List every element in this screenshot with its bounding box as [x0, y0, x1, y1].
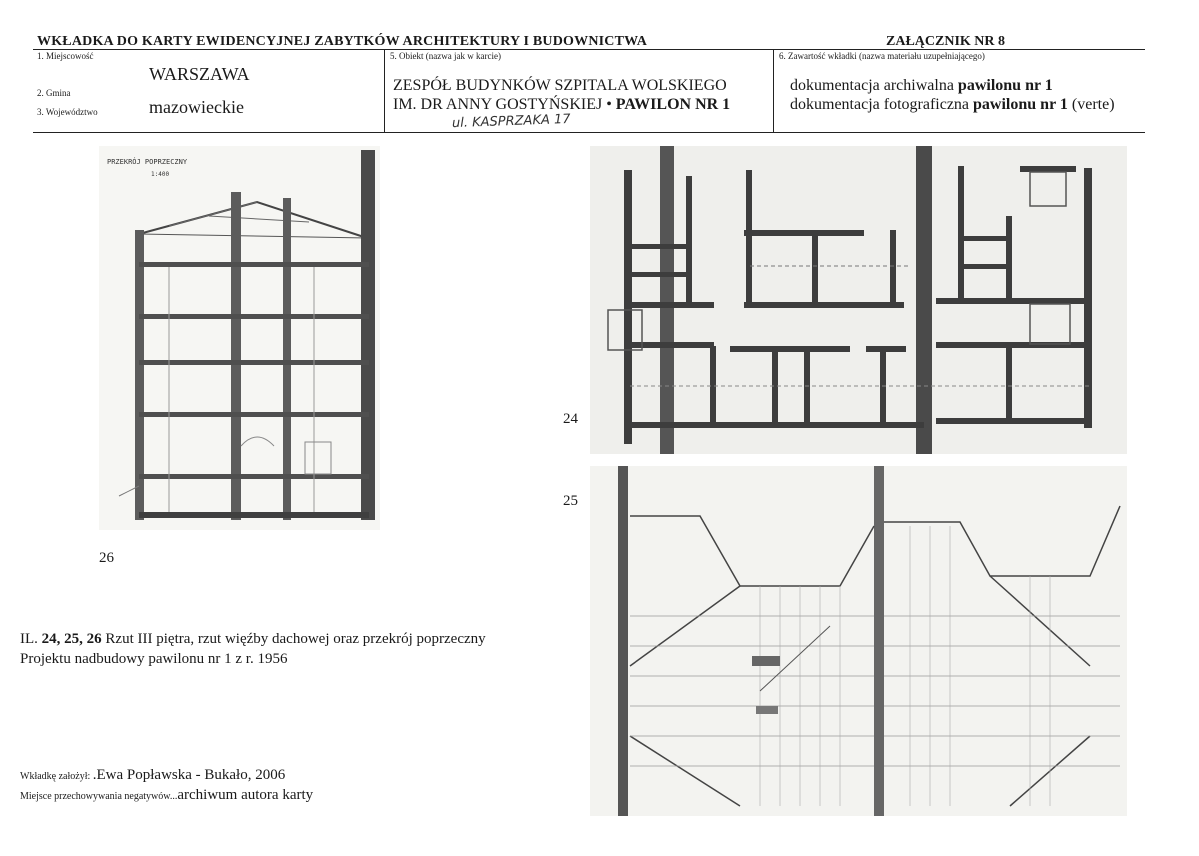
figure-label-24: 24 — [563, 411, 578, 427]
obiekt-name: IM. DR ANNY GOSTYŃSKIEJ • — [393, 96, 616, 113]
caption-text-1: Rzut III piętra, rzut więźby dachowej oraz przekrój poprzeczny — [101, 631, 486, 647]
caption-numbers: 24, 25, 26 — [41, 631, 102, 647]
handwritten-address: ul. KASPRZAKA 17 — [451, 111, 571, 132]
roof-truss-drawing — [590, 466, 1127, 816]
zawartosc-line-2-text: dokumentacja fotograficzna — [790, 96, 974, 113]
author-value: .Ewa Popławska - Bukało, 2006 — [92, 767, 286, 783]
wojewodztwo-label: 3. Województwo — [37, 107, 98, 117]
roof-truss-svg — [590, 466, 1127, 816]
figure-label-26: 26 — [99, 550, 114, 566]
caption-prefix: IL. — [20, 631, 42, 647]
zawartosc-line-2-tail: (verte) — [1067, 96, 1115, 113]
author-line — [20, 766, 285, 784]
miejscowosc-value: WARSZAWA — [149, 64, 250, 84]
storage-line — [20, 786, 313, 804]
section-title: PRZEKRÓJ POPRZECZNY — [107, 158, 188, 166]
figure-label-25: 25 — [563, 493, 578, 509]
gmina-label: 2. Gmina — [37, 88, 71, 98]
storage-value: archiwum autora karty — [177, 787, 314, 803]
insert-title: WKŁADKA DO KARTY EWIDENCYJNEJ ZABYTKÓW ARCHITEKTURY I BUDOWNICTWA — [37, 34, 648, 49]
obiekt-pavilion: PAWILON NR 1 — [615, 96, 731, 113]
cross-section-drawing — [99, 146, 380, 530]
wojewodztwo-value: mazowieckie — [149, 97, 244, 117]
column-divider — [384, 49, 385, 133]
miejscowosc-label: 1. Miejscowość — [37, 51, 94, 61]
author-label: Wkładkę założył: — [20, 771, 93, 782]
column-divider — [773, 49, 774, 133]
caption-line-1 — [20, 629, 486, 649]
caption-line-2: Projektu nadbudowy pawilonu nr 1 z r. 1956 — [20, 651, 288, 667]
zawartosc-label: 6. Zawartość wkładki (nazwa materiału uzupełniającego) — [779, 51, 985, 61]
zawartosc-line-1 — [790, 77, 1053, 95]
cross-section-svg — [99, 146, 380, 530]
zawartosc-line-2 — [790, 96, 1115, 114]
header-bottom-rule — [33, 132, 1145, 133]
section-scale: 1:400 — [151, 171, 170, 178]
floor-plan-drawing — [590, 146, 1127, 454]
obiekt-line-1: ZESPÓŁ BUDYNKÓW SZPITALA WOLSKIEGO — [393, 77, 727, 94]
obiekt-label: 5. Obiekt (nazwa jak w karcie) — [390, 51, 501, 61]
floor-plan-svg — [590, 146, 1127, 454]
header-top-rule — [33, 49, 1145, 50]
storage-label: Miejsce przechowywania negatywów... — [20, 791, 178, 802]
zawartosc-line-1-text: dokumentacja archiwalna — [790, 77, 958, 94]
annex-number: ZAŁĄCZNIK NR 8 — [886, 34, 1006, 49]
zawartosc-line-1-bold: pawilonu nr 1 — [957, 77, 1053, 94]
zawartosc-line-2-bold: pawilonu nr 1 — [973, 96, 1068, 113]
